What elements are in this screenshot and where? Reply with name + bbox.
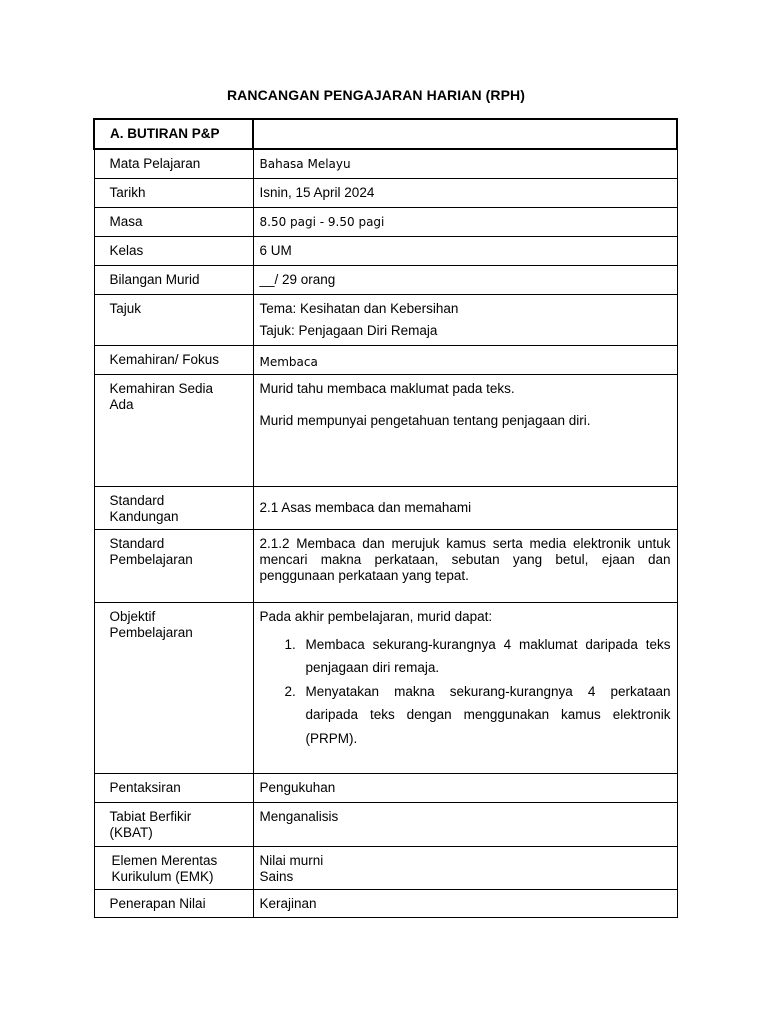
list-item: 1. Membaca sekurang-kurangnya 4 maklumat daripada teks penjagaan diri remaja.: [300, 633, 671, 680]
table-row-standard-kandungan: [94, 486, 677, 529]
row-value: Bahasa Melayu: [259, 157, 351, 171]
table-row-mata-pelajaran: [94, 149, 677, 178]
list-item: 2. Menyatakan makna sekurang-kurangnya 4 perkataan daripada teks dengan menggunakan kamus elektronik (PRPM).: [300, 680, 671, 751]
tema-text: Tema: Kesihatan dan Kebersihan: [259, 300, 459, 316]
prior-knowledge-1: Murid tahu membaca maklumat pada teks.: [259, 380, 515, 396]
table-row-standard-pembelajaran: [94, 529, 677, 602]
rph-table: [93, 118, 678, 918]
table-row-tajuk: [94, 294, 677, 345]
row-label-line1: Standard: [109, 535, 165, 551]
table-row-penerapan-nilai: [94, 889, 677, 917]
row-label-line2: Pembelajaran: [109, 551, 193, 567]
table-row-kemahiran-sedia-ada: [94, 374, 677, 486]
row-value: 2.1 Asas membaca dan memahami: [259, 499, 472, 515]
row-label: Kelas: [109, 242, 144, 258]
row-value: 2.1.2 Membaca dan merujuk kamus serta media elektronik untuk mencari makna perkataan, sebutan yang betul, ejaan dan penggunaan perkataan yang tepat.: [259, 535, 671, 583]
row-label-line1: Objektif: [109, 608, 156, 624]
row-value: Menganalisis: [259, 808, 339, 824]
table-row-emk: [94, 846, 677, 889]
prior-knowledge-2: Murid mempunyai pengetahuan tentang penjagaan diri.: [259, 412, 591, 428]
emk-value-1: Nilai murni: [259, 852, 324, 868]
row-label: Masa: [109, 213, 143, 229]
document-title: RANCANGAN PENGAJARAN HARIAN (RPH): [226, 87, 526, 103]
row-value: Pengukuhan: [259, 779, 336, 795]
row-label-line1: Kemahiran Sedia: [109, 380, 214, 396]
row-value: Membaca: [259, 354, 318, 369]
section-header-empty-cell: [253, 119, 677, 149]
row-value: 6 UM: [259, 242, 292, 258]
table-row-tarikh: [94, 178, 677, 207]
table-row-bilangan-murid: [94, 265, 677, 294]
row-label: Tarikh: [109, 184, 146, 200]
row-value: __/ 29 orang: [259, 271, 336, 287]
table-row-tabiat-berfikir: [94, 802, 677, 846]
objective-intro: Pada akhir pembelajaran, murid dapat:: [259, 608, 493, 624]
row-label-line2: Ada: [109, 396, 134, 412]
row-label: Bilangan Murid: [109, 271, 200, 287]
tajuk-text: Tajuk: Penjagaan Diri Remaja: [259, 322, 438, 338]
row-value: Kerajinan: [259, 895, 317, 911]
table-row-masa: [94, 207, 677, 236]
row-label: Kemahiran/ Fokus: [109, 351, 220, 367]
section-header: A. BUTIRAN P&P: [110, 126, 220, 141]
row-label-line1: Standard: [109, 492, 165, 508]
row-label-line2: Kurikulum (EMK): [111, 868, 214, 884]
table-row-kelas: [94, 236, 677, 265]
section-header-cell: [94, 119, 253, 149]
row-label: Mata Pelajaran: [109, 156, 201, 171]
row-label-line1: Tabiat Berfikir: [109, 808, 192, 824]
row-label: Penerapan Nilai: [109, 895, 206, 911]
table-row-pentaksiran: [94, 773, 677, 802]
row-label-line1: Elemen Merentas: [111, 852, 218, 868]
emk-value-2: Sains: [259, 868, 294, 884]
row-label-line2: Kandungan: [109, 508, 179, 524]
row-label-line2: (KBAT): [109, 824, 153, 840]
table-row-objektif: [94, 602, 677, 773]
row-label-line2: Pembelajaran: [109, 624, 193, 640]
row-value: Isnin, 15 April 2024: [259, 184, 375, 200]
row-label: Tajuk: [109, 300, 142, 316]
row-value: 8.50 pagi - 9.50 pagi: [259, 214, 385, 229]
table-row-header: [94, 119, 677, 149]
objective-list: [254, 633, 671, 751]
row-label: Pentaksiran: [109, 779, 181, 795]
table-row-kemahiran-fokus: [94, 345, 677, 374]
